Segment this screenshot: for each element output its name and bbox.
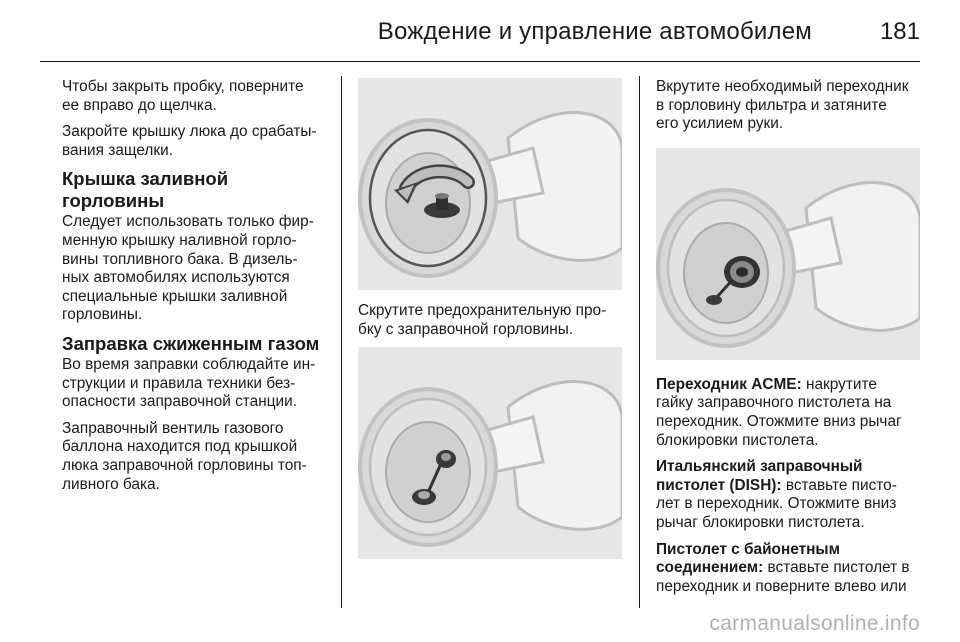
column-divider: [639, 76, 640, 608]
section-heading: Заправка сжиженным газом: [62, 332, 320, 354]
dish-adapter-instruction: [656, 458, 926, 532]
column-2: [358, 78, 622, 559]
acme-text: накрутите гайку заправочного пистолета на переходник. Отожмите вниз рычаг блокировки пистолета.: [656, 375, 902, 449]
figure-caption: Скрутите предохранительную про- бку с заправочной горловины.: [358, 302, 607, 338]
watermark: carmanualsonline.info: [709, 612, 920, 635]
bayonet-label: Пистолет с байонетным соединением:: [656, 540, 840, 577]
paragraph: Во время заправки соблюдайте ин- струкции и правила техники без- опасности заправочной станции.: [62, 355, 316, 411]
dish-label: Итальянский заправочный пистолет (DISH):: [656, 458, 863, 494]
paragraph: Заправочный вентиль газового баллона находится под крышкой люка заправочной горловины топ- ливного бака.: [62, 419, 307, 493]
section-heading: Крышка заливной горловины: [62, 168, 229, 212]
acme-adapter-instruction: [656, 376, 926, 450]
lpg-filler-valve-illustration: [358, 347, 622, 559]
page-number: 181: [879, 18, 920, 45]
paragraph: Чтобы закрыть пробку, поверните ее вправо до щелчка.: [62, 78, 304, 114]
column-3: [656, 78, 926, 604]
paragraph: Следует использовать только фир- менную крышку наливной горло- вины топливного бака. В дизель- ных автомобилях используются специальные крышки заливной горловины.: [62, 213, 314, 324]
bayonet-adapter-instruction: [656, 541, 926, 597]
acme-label: Переходник ACME:: [656, 375, 802, 393]
column-1: [62, 78, 334, 502]
paragraph: Закройте крышку люка до срабаты- вания защелки.: [62, 123, 317, 159]
dish-text: вставьте писто- лет в переходник. Отожмите вниз рычаг блокировки пистолета.: [656, 476, 897, 531]
paragraph: Вкрутите необходимый переходник в горловину фильтра и затяните его усилием руки.: [656, 78, 909, 133]
bayonet-text: вставьте пистолет в переходник и поверните влево или: [656, 559, 910, 595]
section-title: Вождение и управление автомобилем: [377, 18, 812, 45]
page-header: [40, 0, 920, 62]
column-divider: [341, 76, 342, 608]
fuel-door-unscrew-cap-illustration: [358, 78, 622, 290]
adapter-installed-illustration: [656, 148, 920, 360]
